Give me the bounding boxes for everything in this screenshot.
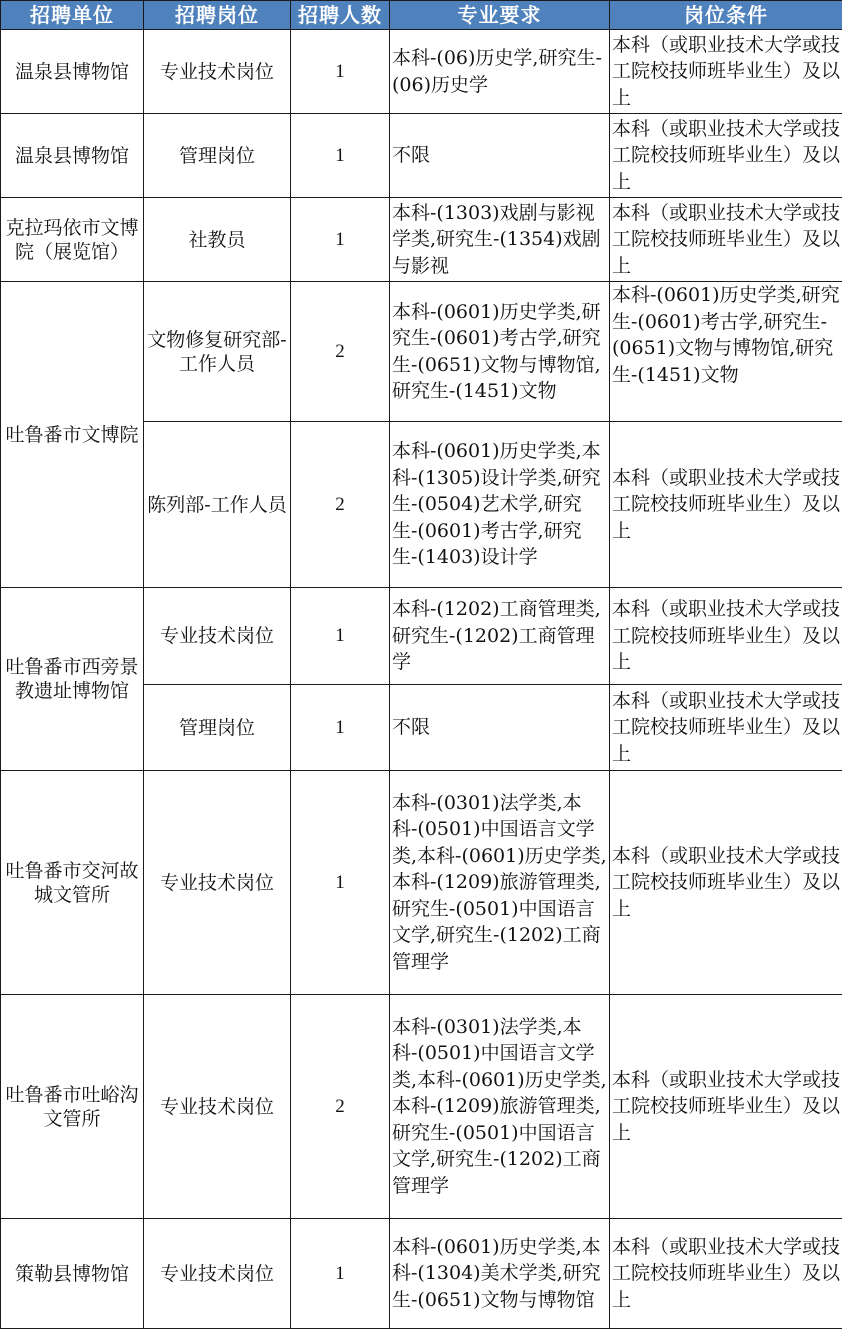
condition-cell: 本科（或职业技术大学或技工院校技师班毕业生）及以上 xyxy=(610,995,842,1219)
major-cell: 本科-(1202)工商管理类,研究生-(1202)工商管理学 xyxy=(390,588,610,685)
post-cell: 专业技术岗位 xyxy=(144,995,291,1219)
table-row xyxy=(1,771,842,995)
condition-cell: 本科（或职业技术大学或技工院校技师班毕业生）及以上 xyxy=(610,422,842,588)
table-row xyxy=(1,995,842,1219)
condition-cell: 本科（或职业技术大学或技工院校技师班毕业生）及以上 xyxy=(610,114,842,198)
unit-cell: 吐鲁番市西旁景教遗址博物馆 xyxy=(1,588,144,771)
header-row xyxy=(1,1,842,30)
post-cell: 专业技术岗位 xyxy=(144,588,291,685)
unit-cell: 策勒县博物馆 xyxy=(1,1219,144,1329)
count-cell: 1 xyxy=(291,198,390,282)
post-cell: 专业技术岗位 xyxy=(144,30,291,114)
major-cell: 本科-(0301)法学类,本科-(0501)中国语言文学类,本科-(0601)历史学类,本科-(1209)旅游管理类,研究生-(0501)中国语言文学,研究生-(1202)工商管理学 xyxy=(390,771,610,995)
condition-cell: 本科（或职业技术大学或技工院校技师班毕业生）及以上 xyxy=(610,1219,842,1329)
count-cell: 2 xyxy=(291,422,390,588)
unit-cell: 吐鲁番市交河故城文管所 xyxy=(1,771,144,995)
header-unit: 招聘单位 xyxy=(1,1,144,30)
table-row xyxy=(1,588,842,685)
condition-cell: 本科（或职业技术大学或技工院校技师班毕业生）及以上 xyxy=(610,198,842,282)
table-row xyxy=(1,114,842,198)
count-cell: 1 xyxy=(291,771,390,995)
table-row xyxy=(1,282,842,422)
major-cell: 本科-(1303)戏剧与影视学类,研究生-(1354)戏剧与影视 xyxy=(390,198,610,282)
major-cell: 不限 xyxy=(390,685,610,771)
condition-cell: 本科（或职业技术大学或技工院校技师班毕业生）及以上 xyxy=(610,771,842,995)
table-row xyxy=(1,198,842,282)
header-count: 招聘人数 xyxy=(291,1,390,30)
count-cell: 1 xyxy=(291,588,390,685)
post-cell: 管理岗位 xyxy=(144,685,291,771)
count-cell: 1 xyxy=(291,685,390,771)
condition-cell: 本科（或职业技术大学或技工院校技师班毕业生）及以上 xyxy=(610,588,842,685)
count-cell: 2 xyxy=(291,282,390,422)
post-cell: 专业技术岗位 xyxy=(144,1219,291,1329)
post-cell: 管理岗位 xyxy=(144,114,291,198)
count-cell: 1 xyxy=(291,114,390,198)
post-cell: 专业技术岗位 xyxy=(144,771,291,995)
major-cell: 本科-(0601)历史学类,本科-(1304)美术学类,研究生-(0651)文物与博物馆 xyxy=(390,1219,610,1329)
unit-cell: 吐鲁番市吐峪沟文管所 xyxy=(1,995,144,1219)
major-cell: 本科-(0601)历史学类,本科-(1305)设计学类,研究生-(0504)艺术学,研究生-(0601)考古学,研究生-(1403)设计学 xyxy=(390,422,610,588)
condition-cell: 本科（或职业技术大学或技工院校技师班毕业生）及以上 xyxy=(610,685,842,771)
unit-cell: 吐鲁番市文博院 xyxy=(1,282,144,588)
header-condition: 岗位条件 xyxy=(610,1,842,30)
major-cell: 不限 xyxy=(390,114,610,198)
header-major: 专业要求 xyxy=(390,1,610,30)
count-cell: 2 xyxy=(291,995,390,1219)
unit-cell: 温泉县博物馆 xyxy=(1,30,144,114)
post-cell: 陈列部-工作人员 xyxy=(144,422,291,588)
table-row xyxy=(1,30,842,114)
unit-cell: 克拉玛依市文博院（展览馆） xyxy=(1,198,144,282)
major-cell: 本科-(06)历史学,研究生-(06)历史学 xyxy=(390,30,610,114)
condition-cell: 本科（或职业技术大学或技工院校技师班毕业生）及以上 xyxy=(610,30,842,114)
count-cell: 1 xyxy=(291,1219,390,1329)
unit-cell: 温泉县博物馆 xyxy=(1,114,144,198)
post-cell: 文物修复研究部-工作人员 xyxy=(144,282,291,422)
post-cell: 社教员 xyxy=(144,198,291,282)
header-post: 招聘岗位 xyxy=(144,1,291,30)
condition-cell: 本科-(0601)历史学类,研究生-(0601)考古学,研究生-(0651)文物与博物馆,研究生-(1451)文物 xyxy=(610,282,842,422)
major-cell: 本科-(0301)法学类,本科-(0501)中国语言文学类,本科-(0601)历史学类,本科-(1209)旅游管理类,研究生-(0501)中国语言文学,研究生-(1202)工商管理学 xyxy=(390,995,610,1219)
major-cell: 本科-(0601)历史学类,研究生-(0601)考古学,研究生-(0651)文物与博物馆,研究生-(1451)文物 xyxy=(390,282,610,422)
table-row xyxy=(1,1219,842,1329)
count-cell: 1 xyxy=(291,30,390,114)
